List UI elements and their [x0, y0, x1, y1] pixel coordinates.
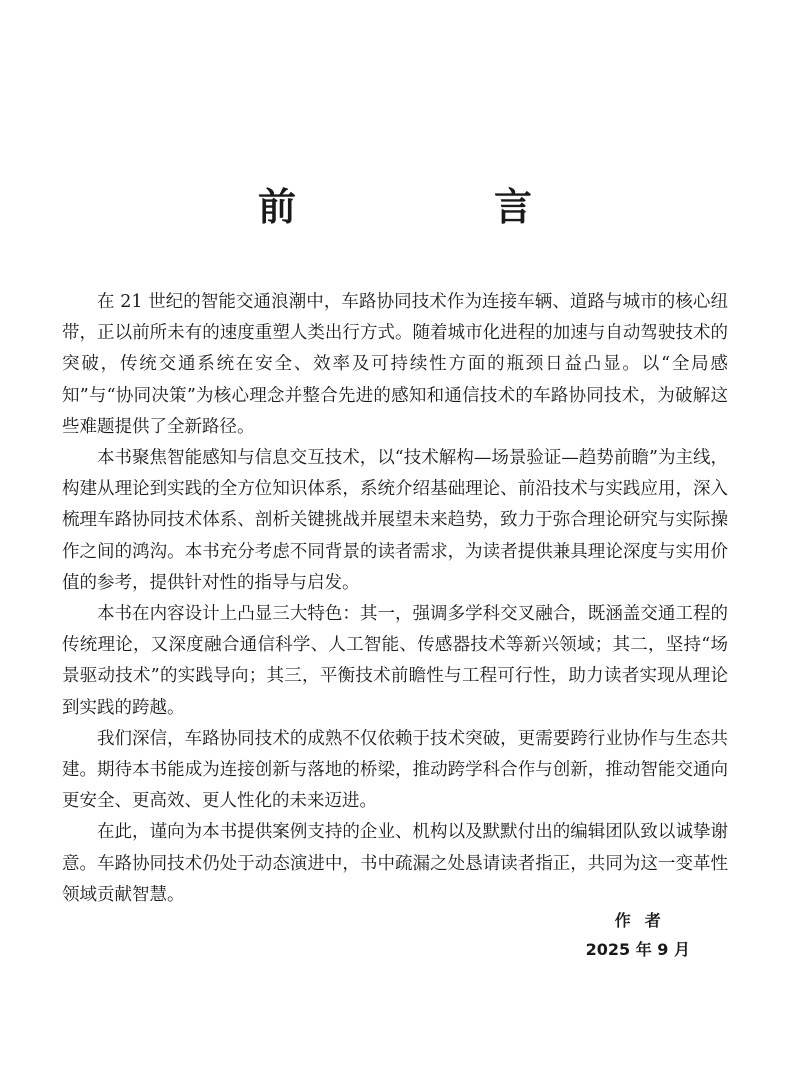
signature-block — [586, 906, 690, 964]
author-label: 作者 — [614, 911, 675, 930]
paragraph-4: 我们深信，车路协同技术的成熟不仅依赖于技术突破，更需要跨行业协作与生态共建。期待本书能成为连接创新与落地的桥梁，推动跨学科合作与创新，推动智能交通向更安全、更高效、更人性化的未来迈进。 — [62, 728, 728, 812]
paragraph-1: 在 21 世纪的智能交通浪潮中，车路协同技术作为连接车辆、道路与城市的核心纽带，正以前所未有的速度重塑人类出行方式。随着城市化进程的加速与自动驾驶技术的突破，传统交通系统在安全、效率及可持续性方面的瓶颈日益凸显。以“全局感知”与“协同决策”为核心理念并整合先进的感知和通信技术的车路协同技术，为破解这些难题提供了全新路径。 — [62, 292, 728, 437]
date-label: 2025 年 9 月 — [585, 940, 690, 959]
preface-body — [62, 287, 728, 911]
paragraph-3: 本书在内容设计上凸显三大特色：其一，强调多学科交叉融合，既涵盖交通工程的传统理论，又深度融合通信科学、人工智能、传感器技术等新兴领域；其二，坚持“场景驱动技术”的实践导向；其三，平衡技术前瞻性与工程可行性，助力读者实现从理论到实践的跨越。 — [62, 604, 728, 718]
paragraph-5: 在此，谨向为本书提供案例支持的企业、机构以及默默付出的编辑团队致以诚挚谢意。车路协同技术仍处于动态演进中，书中疏漏之处恳请读者指正，共同为这一变革性领域贡献智慧。 — [62, 822, 728, 905]
page-title: 前 言 — [257, 185, 612, 230]
paragraph-2: 本书聚焦智能感知与信息交互技术，以“技术解构—场景验证—趋势前瞻”为主线，构建从理论到实践的全方位知识体系，系统介绍基础理论、前沿技术与实践应用，深入梳理车路协同技术体系、剖析关键挑战并展望未来趋势，致力于弥合理论研究与实际操作之间的鸿沟。本书充分考虑不同背景的读者需求，为读者提供兼具理论深度与实用价值的参考，提供针对性的指导与启发。 — [62, 448, 728, 593]
